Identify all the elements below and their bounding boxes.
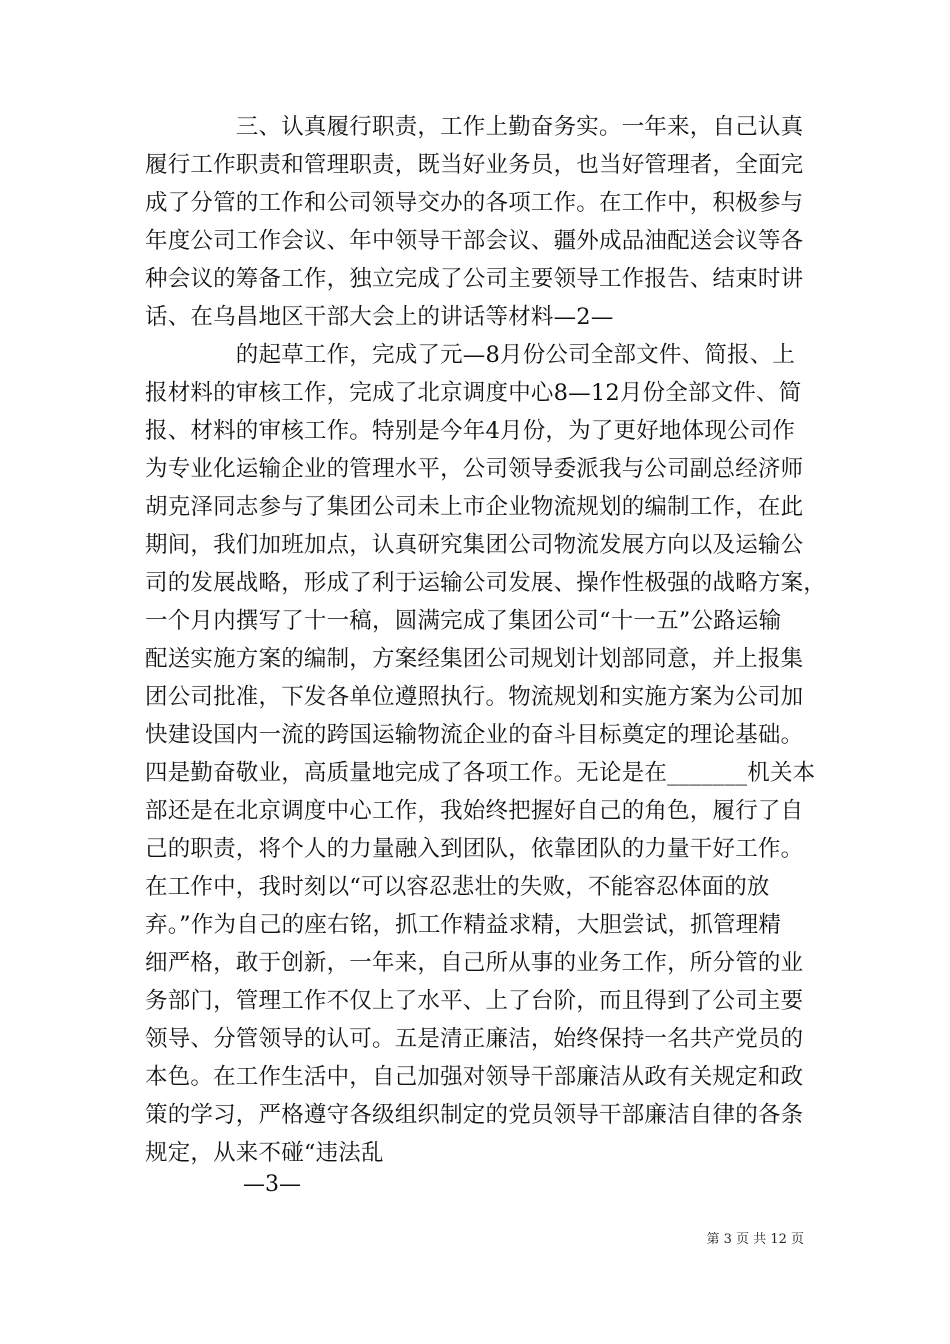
body-line: 弃。”作为自己的座右铭，抓工作精益求精，大胆尝试，抓管理精: [145, 912, 782, 938]
body-line: 团公司批准，下发各单位遵照执行。物流规划和实施方案为公司加: [145, 684, 804, 710]
body-line: 一个月内撰写了十一稿，圆满完成了集团公司“十一五”公路运输: [145, 608, 782, 634]
body-line: 部还是在北京调度中心工作，我始终把握好自己的角色，履行了自: [145, 798, 804, 824]
page-number-mark: —3—: [243, 1172, 301, 1197]
body-line: 四是勤奋敬业，高质量地完成了各项工作。无论是在_______机关本: [145, 760, 816, 786]
body-line: 年度公司工作会议、年中领导干部会议、疆外成品油配送会议等各: [145, 228, 804, 254]
body-line: 配送实施方案的编制，方案经集团公司规划计划部同意，并上报集: [145, 646, 804, 672]
body-line: 为专业化运输企业的管理水平，公司领导委派我与公司副总经济师: [145, 456, 804, 482]
body-line: 细严格，敢于创新，一年来，自己所从事的业务工作，所分管的业: [145, 950, 804, 976]
body-line: 成了分管的工作和公司领导交办的各项工作。在工作中，积极参与: [145, 190, 804, 216]
body-line: 策的学习，严格遵守各级组织制定的党员领导干部廉洁自律的各条: [145, 1102, 804, 1128]
body-line: 司的发展战略，形成了利于运输公司发展、操作性极强的战略方案，: [145, 570, 827, 596]
body-line: 胡克泽同志参与了集团公司未上市企业物流规划的编制工作，在此: [145, 494, 804, 520]
body-line: 种会议的筹备工作，独立完成了公司主要领导工作报告、结束时讲: [145, 266, 804, 292]
body-line: 期间，我们加班加点，认真研究集团公司物流发展方向以及运输公: [145, 532, 804, 558]
body-line: 务部门，管理工作不仅上了水平、上了台阶，而且得到了公司主要: [145, 988, 804, 1014]
body-line: 本色。在工作生活中，自己加强对领导干部廉洁从政有关规定和政: [145, 1064, 804, 1090]
page-count-footer: 第 3 页 共 12 页: [706, 1232, 804, 1247]
body-line: 报、材料的审核工作。特别是今年4月份，为了更好地体现公司作: [145, 418, 796, 444]
body-line: 履行工作职责和管理职责，既当好业务员，也当好管理者，全面完: [145, 152, 804, 178]
body-line: 话、在乌昌地区干部大会上的讲话等材料—2—: [145, 304, 614, 330]
body-line: 三、认真履行职责，工作上勤奋务实。一年来，自己认真: [145, 114, 804, 140]
body-line: 己的职责，将个人的力量融入到团队，依靠团队的力量干好工作。: [145, 836, 804, 862]
body-line: 快建设国内一流的跨国运输物流企业的奋斗目标奠定的理论基础。: [145, 722, 804, 748]
body-line: 领导、分管领导的认可。五是清正廉洁，始终保持一名共产党员的: [145, 1026, 804, 1052]
body-line: 在工作中，我时刻以“可以容忍悲壮的失败，不能容忍体面的放: [145, 874, 770, 900]
body-line: 规定，从来不碰“违法乱: [145, 1140, 384, 1166]
body-line: 报材料的审核工作，完成了北京调度中心8—12月份全部文件、简: [145, 380, 802, 406]
body-line: 的起草工作，完成了元—8月份公司全部文件、简报、上: [145, 342, 796, 368]
